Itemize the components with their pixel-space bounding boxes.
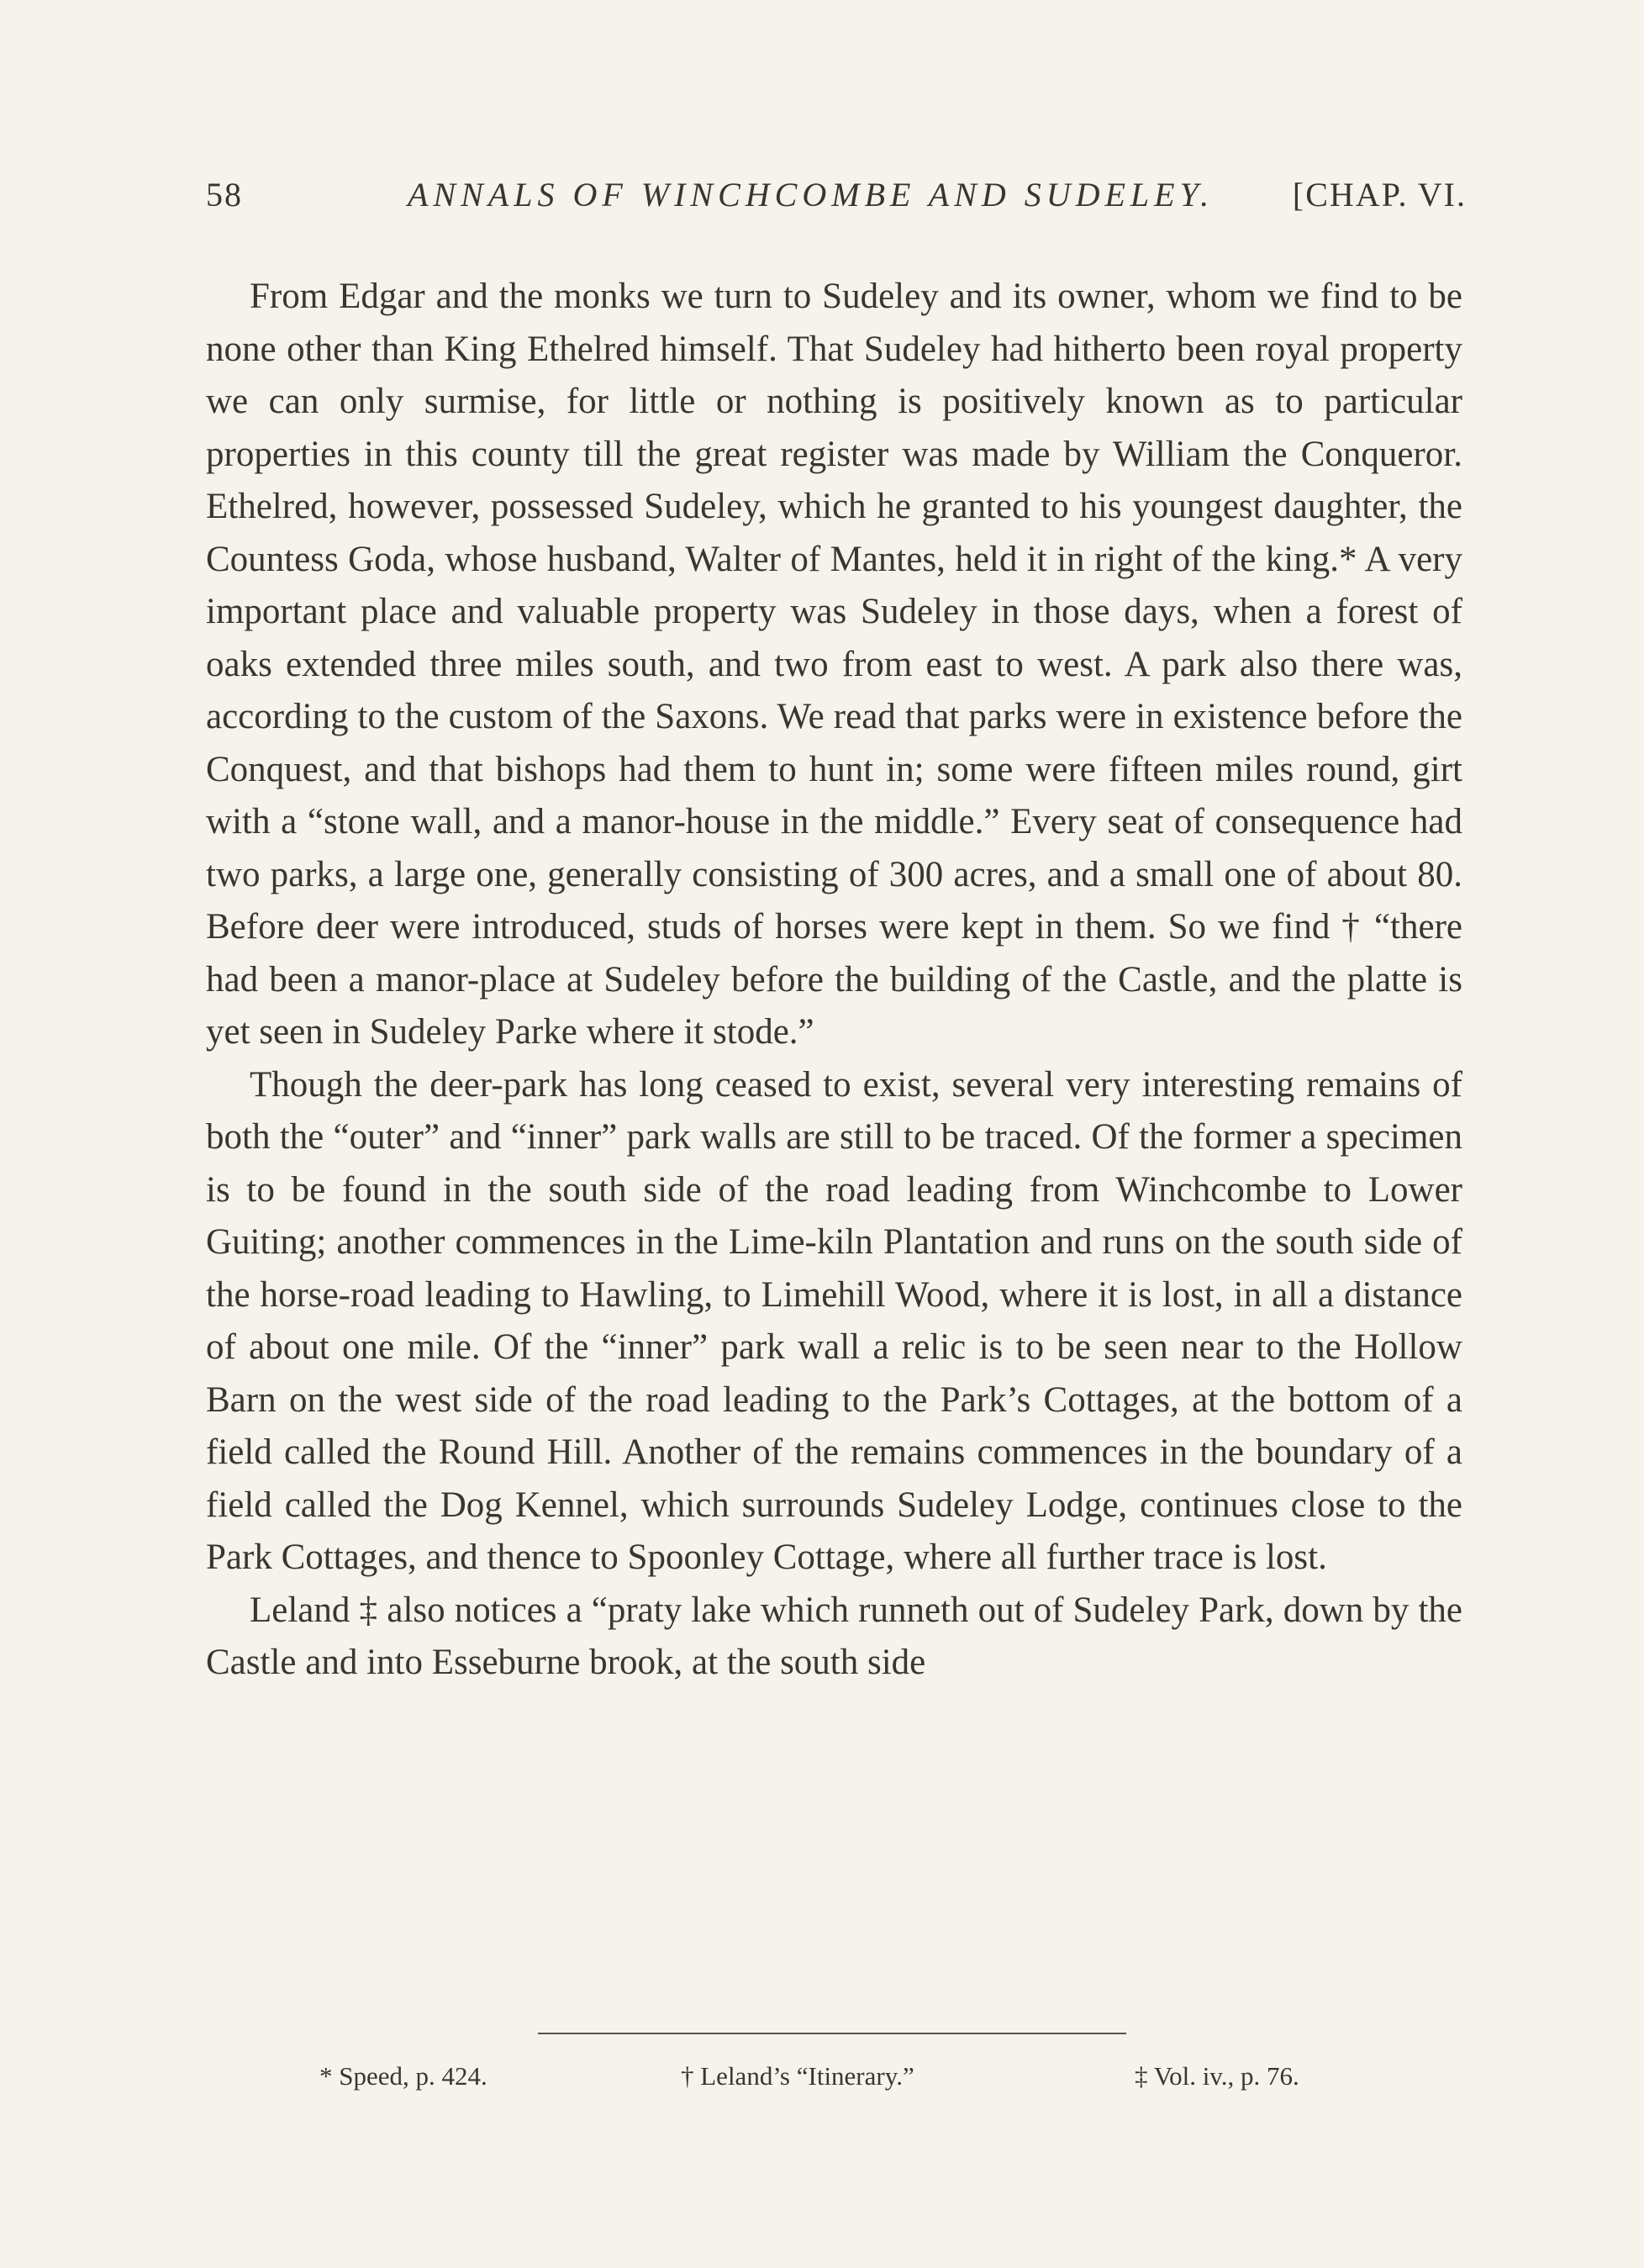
paragraph-leland-lake: Leland ‡ also notices a “praty lake which runneth out of Sudeley Park, down by the Castle and into Esseburne brook, at the south side <box>206 1590 1462 1682</box>
footnote-divider <box>538 2033 1126 2034</box>
chapter-reference: [CHAP. VI. <box>1292 176 1467 214</box>
footnote-volume: ‡ Vol. iv., p. 76. <box>1135 2061 1299 2091</box>
paragraph-sudeley-owner: From Edgar and the monks we turn to Sudeley and its owner, whom we find to be none other than King Ethelred himself. That Sudeley had hitherto been royal property we can only surmise, for little or nothing is positively known as to particular properties in this county till the great register was made by William the Conqueror. Ethelred, however, possessed Sudeley, which he granted to his youngest daughter, the Countess Goda, whose husband, Walter of Mantes, held it in right of the king.* A very important place and valuable property was Sudeley in those days, when a forest of oaks extended three miles south, and two from east to west. A park also there was, according to the custom of the Saxons. We read that parks were in existence before the Conquest, and that bishops had them to hunt in; some were fifteen miles round, girt with a “stone wall, and a manor-house in the middle.” Every seat of consequence had two parks, a large one, generally consisting of 300 acres, and a small one of about 80. Before deer were introduced, studs of horses were kept in them. So we find † “there had been a manor-place at Sudeley before the building of the Castle, and the platte is yet seen in Sudeley Parke where it stode.” <box>206 277 1462 1052</box>
page-number: 58 <box>206 176 243 214</box>
body-text <box>206 271 1462 1690</box>
running-title: ANNALS OF WINCHCOMBE AND SUDELEY. <box>408 176 1215 214</box>
running-head <box>206 175 1467 225</box>
paragraph-park-walls: Though the deer-park has long ceased to exist, several very interesting remains of both the “outer” and “inner” park walls are still to be traced. Of the former a specimen is to be found in the south side of the road leading from Winchcombe to Lower Guiting; another commences in the Lime-kiln Plantation and runs on the south side of the horse-road leading to Hawling, to Limehill Wood, where it is lost, in all a distance of about one mile. Of the “inner” park wall a relic is to be seen near to the Hollow Barn on the west side of the road leading to the Park’s Cottages, at the bottom of a field called the Round Hill. Another of the remains commences in the boundary of a field called the Dog Kennel, which surrounds Sudeley Lodge, continues close to the Park Cottages, and thence to Spoonley Cottage, where all further trace is lost. <box>206 1064 1462 1577</box>
footnote-speed: * Speed, p. 424. <box>319 2061 487 2091</box>
footnote-leland-itinerary: † Leland’s “Itinerary.” <box>681 2061 914 2091</box>
footnotes <box>319 2061 1353 2103</box>
